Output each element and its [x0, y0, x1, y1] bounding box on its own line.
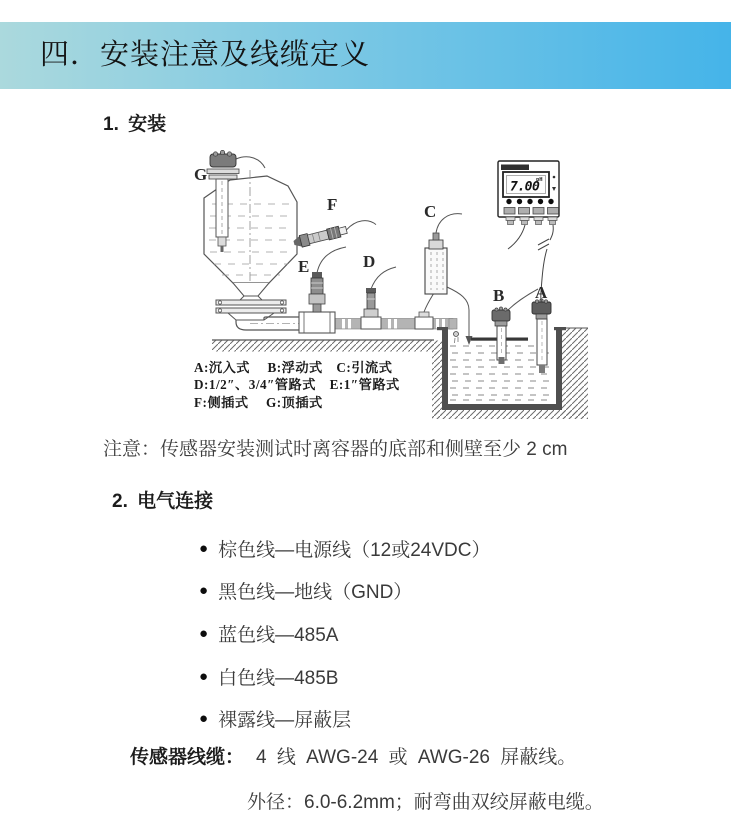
- heading-installation: 1. 安装: [103, 114, 167, 135]
- label-g: G: [194, 165, 208, 184]
- bullet-icon: ●: [199, 582, 209, 600]
- legend-line-1: A:沉入式 B:浮动式 C:引流式: [194, 360, 393, 375]
- legend-line-2: D:1/2″、3/4″管路式 E:1″管路式: [194, 377, 400, 392]
- wire-item-black: [199, 570, 490, 613]
- label-c: C: [424, 202, 437, 221]
- wire-item-label: 蓝色线—485A: [218, 624, 339, 646]
- sensor-a: [532, 299, 551, 373]
- label-d: D: [363, 252, 376, 271]
- bullet-icon: ●: [199, 710, 209, 728]
- label-e: E: [298, 257, 310, 276]
- wire-item-brown: [199, 527, 490, 570]
- installation-diagram: [170, 146, 600, 436]
- wire-item-label: 裸露线—屏蔽层: [218, 710, 352, 732]
- diagram-legend: [194, 359, 400, 410]
- pipeline: [334, 319, 453, 330]
- wire-item-label: 黑色线—地线（GND）: [218, 582, 413, 604]
- wire-definition-list: [199, 527, 490, 740]
- wire-item-label: 白色线—485B: [218, 667, 339, 689]
- bullet-icon: ●: [199, 539, 209, 557]
- meter-cable-glands: [506, 217, 557, 225]
- wire-item-white: [199, 655, 490, 698]
- sensor-cable-row: [130, 746, 576, 769]
- legend-line-3: F:侧插式 G:顶插式: [194, 395, 323, 410]
- label-b: B: [493, 286, 505, 305]
- heading-electrical: 2. 电气连接: [112, 491, 214, 512]
- installation-note: 注意：传感器安装测试时离容器的底部和侧壁至少 2 cm: [103, 439, 568, 460]
- section-header-bar: [0, 22, 731, 89]
- wire-item-blue: [199, 612, 490, 655]
- wire-item-bare: [199, 697, 490, 740]
- page-title: 四．安装注意及线缆定义: [40, 39, 371, 71]
- ground-hatch: [212, 340, 434, 352]
- label-f: F: [327, 195, 338, 214]
- right-tank: [432, 319, 588, 420]
- sensor-f: [293, 217, 377, 249]
- sensor-cable-spec2: 外径：6.0-6.2mm；耐弯曲双绞屏蔽电缆。: [247, 792, 604, 813]
- wire-item-label: 棕色线—电源线（12或24VDC）: [218, 539, 491, 561]
- sensor-cable-label: 传感器线缆：: [130, 747, 245, 768]
- installation-diagram-svg: [170, 146, 600, 436]
- sensor-cable-spec: 4 线 AWG-24 或 AWG-26 屏蔽线。: [256, 747, 577, 768]
- meter-reading: 7.00: [510, 179, 540, 195]
- bullet-icon: ●: [199, 667, 209, 685]
- label-a: A: [535, 283, 548, 302]
- bullet-icon: ●: [199, 624, 209, 642]
- meter-brand-strip: [501, 165, 529, 171]
- ph-meter: [498, 161, 559, 303]
- meter-unit: pH: [536, 177, 543, 183]
